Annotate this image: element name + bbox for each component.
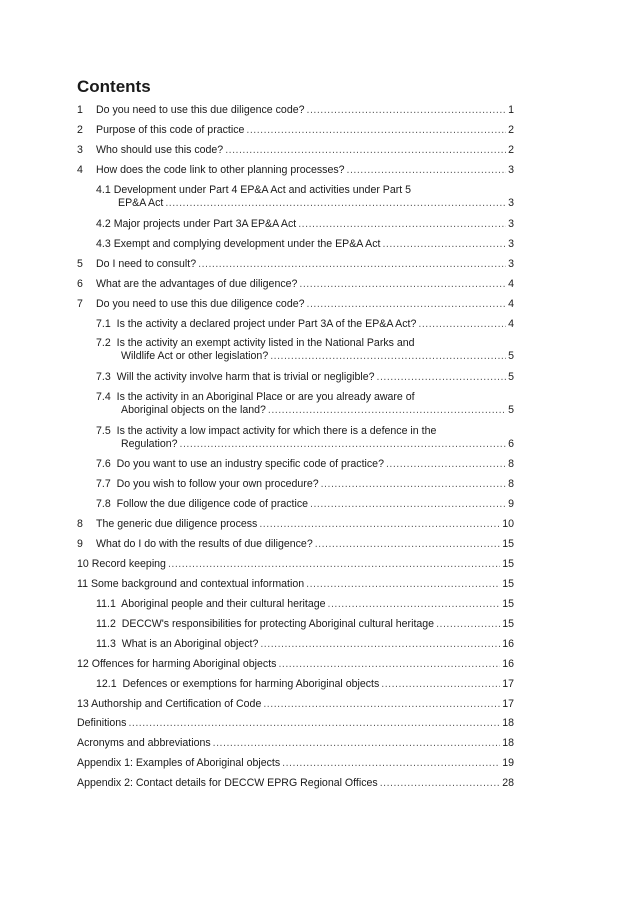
toc-number: 11.1 [96, 598, 116, 610]
toc-title: What are the advantages of due diligence? [96, 278, 298, 290]
toc-title: Appendix 1: Examples of Aboriginal objects [77, 757, 281, 769]
toc-page: 10 [502, 518, 514, 530]
toc-title-continued: Regulation? [121, 438, 178, 450]
toc-title: Do I need to consult? [96, 258, 197, 270]
toc-title: The generic due diligence process [96, 518, 258, 530]
toc-page: 3 [508, 197, 514, 209]
toc-page: 2 [508, 124, 514, 136]
toc-page: 8 [508, 458, 514, 470]
dot-leader [310, 498, 506, 511]
dot-leader [270, 350, 506, 363]
dot-leader [307, 298, 507, 311]
dot-leader [299, 278, 506, 291]
dot-leader [381, 678, 500, 691]
toc-number: 7.5 [96, 425, 111, 437]
toc-title-continued: Wildlife Act or other legislation? [121, 350, 269, 362]
toc-number: 9 [77, 538, 83, 550]
dot-leader [213, 737, 501, 750]
toc-page: 5 [508, 371, 514, 383]
toc-title: Who should use this code? [96, 144, 224, 156]
toc-title: Do you need to use this due diligence code? [96, 104, 305, 116]
toc-title: Authorship and Certification of Code [91, 698, 262, 710]
toc-title: Aboriginal people and their cultural heritage [121, 598, 326, 610]
dot-leader [328, 598, 501, 611]
dot-leader [282, 757, 500, 770]
dot-leader [260, 638, 500, 651]
toc-number: 11 [77, 578, 88, 590]
dot-leader [168, 558, 500, 571]
dot-leader [259, 518, 500, 531]
toc-page: 15 [502, 538, 514, 550]
toc-page: 17 [502, 698, 514, 710]
toc-title: What is an Aboriginal object? [121, 638, 259, 650]
dot-leader [307, 104, 507, 117]
toc-number: 2 [77, 124, 83, 136]
toc-number: 10 [77, 558, 89, 570]
toc-page: 1 [508, 104, 514, 116]
toc-page: 19 [502, 757, 514, 769]
toc-title: Some background and contextual information [90, 578, 305, 590]
toc-number: 7.1 [96, 318, 111, 330]
dot-leader [298, 218, 506, 231]
toc-number: 7.8 [96, 498, 111, 510]
toc-title: Will the activity involve harm that is trivial or negligible? [116, 371, 375, 383]
toc-title: Do you wish to follow your own procedure? [116, 478, 319, 490]
toc-title: Appendix 2: Contact details for DECCW EPRG Regional Offices [77, 777, 378, 789]
dot-leader [377, 371, 507, 384]
toc-page: 15 [502, 578, 514, 590]
toc-number: 6 [77, 278, 83, 290]
dot-leader [315, 538, 500, 551]
dot-leader [382, 238, 506, 251]
toc-page: 5 [508, 350, 514, 362]
toc-number: 4.1 [96, 184, 111, 196]
dot-leader [225, 144, 506, 157]
toc-number: 5 [77, 258, 83, 270]
dot-leader [321, 478, 506, 491]
toc-number: 12 [77, 658, 89, 670]
toc-title: Is the activity an exempt activity listed in the National Parks and [116, 337, 415, 349]
toc-page: 16 [502, 658, 514, 670]
toc-page: 15 [502, 558, 514, 570]
dot-leader [436, 618, 500, 631]
toc-page: 3 [508, 218, 514, 230]
dot-leader [418, 318, 506, 331]
dot-leader [263, 698, 500, 711]
toc-number: 7 [77, 298, 83, 310]
toc-number: 11.2 [96, 618, 116, 630]
toc-number: 12.1 [96, 678, 117, 690]
toc-title: Exempt and complying development under the EP&A Act [113, 238, 381, 250]
dot-leader [386, 458, 506, 471]
toc-title: Do you need to use this due diligence code? [96, 298, 305, 310]
toc-title-continued: EP&A Act [118, 197, 164, 209]
dot-leader [198, 258, 506, 271]
dot-leader [180, 438, 507, 451]
toc-page: 2 [508, 144, 514, 156]
toc-title: What do I do with the results of due diligence? [96, 538, 313, 550]
dot-leader [128, 717, 500, 730]
toc-page: 18 [502, 717, 514, 729]
toc-title: How does the code link to other planning processes? [96, 164, 345, 176]
toc-page: 18 [502, 737, 514, 749]
toc-page: 4 [508, 318, 514, 330]
dot-leader [246, 124, 506, 137]
toc-title: Record keeping [91, 558, 166, 570]
dot-leader [165, 197, 506, 210]
toc-title: Is the activity in an Aboriginal Place or are you already aware of [116, 391, 415, 403]
toc-title: Is the activity a declared project under Part 3A of the EP&A Act? [116, 318, 417, 330]
toc-number: 11.3 [96, 638, 116, 650]
toc-page: 17 [502, 678, 514, 690]
page-title: Contents [77, 77, 151, 96]
dot-leader [380, 777, 501, 790]
toc-number: 4.3 [96, 238, 111, 250]
toc-page: 3 [508, 238, 514, 250]
toc-number: 3 [77, 144, 83, 156]
toc-number: 1 [77, 104, 83, 116]
toc-page: 8 [508, 478, 514, 490]
toc-title: Follow the due diligence code of practice [116, 498, 309, 510]
toc-title: DECCW's responsibilities for protecting Aboriginal cultural heritage [121, 618, 435, 630]
toc-page: 3 [508, 164, 514, 176]
toc-number: 7.7 [96, 478, 111, 490]
dot-leader [278, 658, 500, 671]
toc-number: 7.6 [96, 458, 111, 470]
toc-number: 7.2 [96, 337, 111, 349]
dot-leader [347, 164, 507, 177]
toc-title: Major projects under Part 3A EP&A Act [113, 218, 297, 230]
toc-page: 9 [508, 498, 514, 510]
toc-page: 3 [508, 258, 514, 270]
toc-number: 4 [77, 164, 83, 176]
toc-page: 4 [508, 278, 514, 290]
toc-page: 28 [502, 777, 514, 789]
toc-number: 7.3 [96, 371, 111, 383]
toc-title: Is the activity a low impact activity for which there is a defence in the [116, 425, 437, 437]
toc-page: 4 [508, 298, 514, 310]
toc-title: Do you want to use an industry specific code of practice? [116, 458, 384, 470]
toc-page: 15 [502, 618, 514, 630]
toc-number: 7.4 [96, 391, 111, 403]
toc-number: 4.2 [96, 218, 111, 230]
toc-page: 15 [502, 598, 514, 610]
toc-title: Offences for harming Aboriginal objects [91, 658, 277, 670]
toc-title: Purpose of this code of practice [96, 124, 245, 136]
toc-page: 5 [508, 404, 514, 416]
toc-title: Definitions [77, 717, 127, 729]
toc-page: 6 [508, 438, 514, 450]
toc-number: 8 [77, 518, 83, 530]
toc-page: 16 [502, 638, 514, 650]
dot-leader [268, 404, 506, 417]
dot-leader [306, 578, 500, 591]
toc-title-continued: Aboriginal objects on the land? [121, 404, 266, 416]
toc-title: Defences or exemptions for harming Aboriginal objects [122, 678, 380, 690]
toc-title: Development under Part 4 EP&A Act and activities under Part 5 [113, 184, 412, 196]
toc-title: Acronyms and abbreviations [77, 737, 211, 749]
toc-number: 13 [77, 698, 89, 710]
